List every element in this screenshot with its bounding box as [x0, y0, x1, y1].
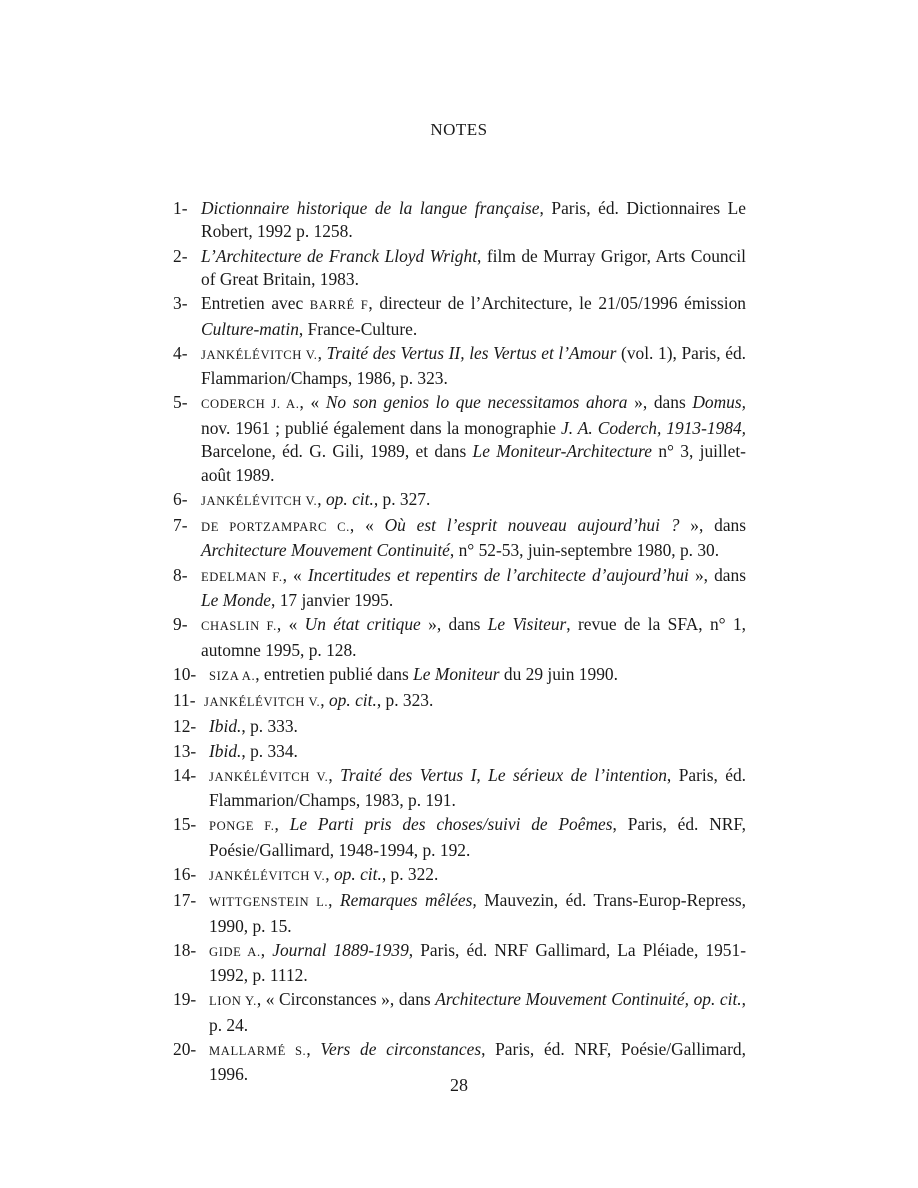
note-text: , [320, 690, 329, 711]
author-name: CHASLIN F. [201, 619, 277, 634]
note-text: , film de Murray Grigor, Arts Council of Great Britain, 1983. [201, 245, 746, 290]
note-number: 6- [173, 488, 188, 509]
page-number: 28 [450, 1075, 468, 1095]
note-item [173, 863, 746, 888]
note-item [173, 939, 746, 988]
note-item [173, 613, 746, 662]
note-text: , p. 327. [373, 488, 431, 509]
work-title: Un état critique [304, 614, 421, 635]
work-title: Où est l’esprit nouveau aujourd’hui ? [384, 515, 680, 536]
work-title: Remarques mêlées, [339, 890, 477, 911]
note-item [173, 689, 746, 714]
note-text: , Paris, éd. NRF Gallimard, La Pléiade, 1951-1992, p. 1112. [209, 939, 746, 986]
work-title: Le Visiteur [487, 614, 567, 635]
note-item [173, 740, 746, 763]
note-text: , 17 janvier 1995. [271, 590, 394, 611]
work-title: Journal 1889-1939 [272, 939, 409, 960]
note-item [173, 564, 746, 613]
note-number: 15- [173, 814, 197, 835]
author-name: BARRÉ F [309, 298, 369, 313]
note-text: , [260, 939, 273, 960]
note-number: 2- [173, 245, 188, 266]
note-text: Barcelone, éd. G. Gili, 1989, et dans [201, 441, 473, 462]
author-name: JANKÉLÉVITCH V. [201, 493, 318, 508]
note-item [173, 342, 746, 391]
note-item [173, 663, 746, 688]
note-text: », dans [420, 614, 488, 635]
work-title: Vers de circonstances [320, 1038, 482, 1059]
author-name: JANKÉLÉVITCH V. [209, 868, 326, 883]
note-number: 11- [173, 690, 196, 711]
note-text: , France-Culture. [298, 318, 418, 339]
author-name: GIDE A. [209, 944, 261, 959]
note-text: , [328, 764, 341, 785]
work-title: Dictionnaire historique de la langue française [201, 198, 540, 218]
note-text: , Paris, éd. NRF, Poésie/Gallimard, 1996. [209, 1038, 746, 1085]
author-name: JANKÉLÉVITCH V. [209, 769, 329, 784]
note-item [173, 764, 746, 813]
note-number: 7- [173, 515, 188, 536]
note-text: , [317, 488, 326, 509]
note-text: (vol. 1), Paris, éd. Flammarion/Champs, 1986, p. 323. [201, 342, 747, 389]
author-name: WITTGENSTEIN L. [209, 895, 329, 910]
note-text: Mauvezin, éd. Trans-Europ-Repress, 1990, p. 15. [209, 890, 746, 936]
author-name: SIZA A. [209, 668, 256, 683]
author-name: LION Y. [209, 994, 257, 1009]
note-item [173, 988, 746, 1037]
note-text: , Paris, éd. Dictionnaires Le Robert, 1992 p. 1258. [201, 198, 746, 242]
note-text: , p. 322. [381, 863, 439, 884]
note-number: 10- [173, 663, 197, 684]
author-name: JANKÉLÉVITCH V. [201, 347, 318, 362]
work-title: op. cit. [333, 863, 382, 884]
work-title: Le Moniteur-Architecture [472, 441, 653, 462]
note-text: , entretien publié dans [255, 663, 414, 684]
work-title: Domus, [692, 392, 746, 413]
note-text: , Paris, éd. NRF, Poésie/Gallimard, 1948-1994, p. 192. [209, 814, 746, 860]
notes-list [173, 197, 746, 1088]
note-number: 9- [173, 614, 188, 635]
work-title: Le Monde [201, 590, 272, 611]
work-title: Culture-matin [201, 318, 299, 339]
note-text: , n° 52-53, juin-septembre 1980, p. 30. [449, 540, 720, 561]
note-text: , p. 333. [241, 716, 298, 737]
author-name: EDELMAN F. [201, 569, 283, 584]
note-text: , [328, 890, 340, 911]
note-text: , revue de la SFA, n° 1, automne 1995, p. 128. [201, 614, 747, 660]
work-title: Traité des Vertus I, Le sérieux de l’intention [340, 764, 667, 785]
note-text: du 29 juin 1990. [499, 663, 618, 684]
note-item [173, 715, 746, 738]
work-title: Ibid. [209, 740, 242, 761]
note-number: 8- [173, 564, 188, 585]
note-number: 17- [173, 890, 197, 911]
work-title: Le Parti pris des choses/suivi de Poêmes [289, 814, 613, 835]
note-text: nov. 1961 ; publié également dans la monographie [201, 417, 561, 438]
note-number: 13- [173, 740, 197, 761]
note-item [173, 488, 746, 513]
note-number: 16- [173, 863, 197, 884]
note-text: , [325, 863, 334, 884]
note-text: n° 3, juillet-août 1989. [201, 441, 746, 485]
note-text: , p. 334. [241, 740, 298, 761]
note-number: 19- [173, 989, 197, 1010]
note-text: , [317, 342, 327, 363]
note-item [173, 514, 746, 563]
work-title: Incertitudes et repentirs de l’architecte d’aujourd’hui [307, 564, 689, 585]
work-title: J. A. Coderch, 1913-1984, [561, 417, 747, 438]
work-title: op. cit. [325, 488, 374, 509]
author-name: DE PORTZAMPARC C. [201, 520, 350, 535]
note-item [173, 292, 746, 341]
note-text: , « [299, 392, 326, 413]
note-number: 3- [173, 293, 188, 314]
note-item [173, 813, 746, 862]
note-text: , [274, 814, 290, 835]
note-number: 20- [173, 1038, 197, 1059]
note-text: , p. 24. [209, 989, 746, 1035]
work-title: Architecture Mouvement Continuité, op. cit. [435, 989, 742, 1010]
author-name: MALLARMÉ S. [209, 1043, 307, 1058]
note-text: , « [282, 564, 308, 585]
note-text: , [306, 1038, 321, 1059]
work-title: Architecture Mouvement Continuité [201, 540, 450, 561]
note-item [173, 245, 746, 292]
note-text: , « Circonstances », dans [256, 989, 436, 1010]
note-item [173, 889, 746, 938]
page-title: NOTES [430, 120, 488, 139]
work-title: op. cit. [328, 690, 377, 711]
note-number: 18- [173, 939, 197, 960]
work-title: L’Architecture de Franck Lloyd Wright [201, 245, 478, 266]
note-text: Entretien avec [201, 293, 310, 314]
note-text: », dans [679, 515, 746, 536]
work-title: Traité des Vertus II, les Vertus et l’Amour [326, 342, 617, 363]
work-title: Le Moniteur [413, 663, 500, 684]
note-item [173, 391, 746, 487]
note-text: , Paris, éd. Flammarion/Champs, 1983, p. 191. [209, 764, 747, 811]
note-text: , p. 323. [376, 690, 434, 711]
note-number: 4- [173, 342, 188, 363]
author-name: JANKÉLÉVITCH V. [204, 695, 321, 710]
work-title: Ibid. [209, 716, 242, 737]
note-number: 14- [173, 764, 197, 785]
note-text: », dans [688, 564, 746, 585]
note-text: , directeur de l’Architecture, le 21/05/1996 émission [368, 293, 746, 314]
note-item [173, 197, 746, 244]
note-text: », dans [627, 392, 693, 413]
note-number: 1- [173, 198, 188, 218]
work-title: No son genios lo que necessitamos ahora [325, 392, 628, 413]
note-number: 5- [173, 392, 188, 413]
author-name: PONGE F. [209, 819, 275, 834]
note-text: , « [276, 614, 305, 635]
note-number: 12- [173, 716, 197, 737]
author-name: CODERCH J. A. [201, 397, 300, 412]
note-text: , « [349, 515, 385, 536]
